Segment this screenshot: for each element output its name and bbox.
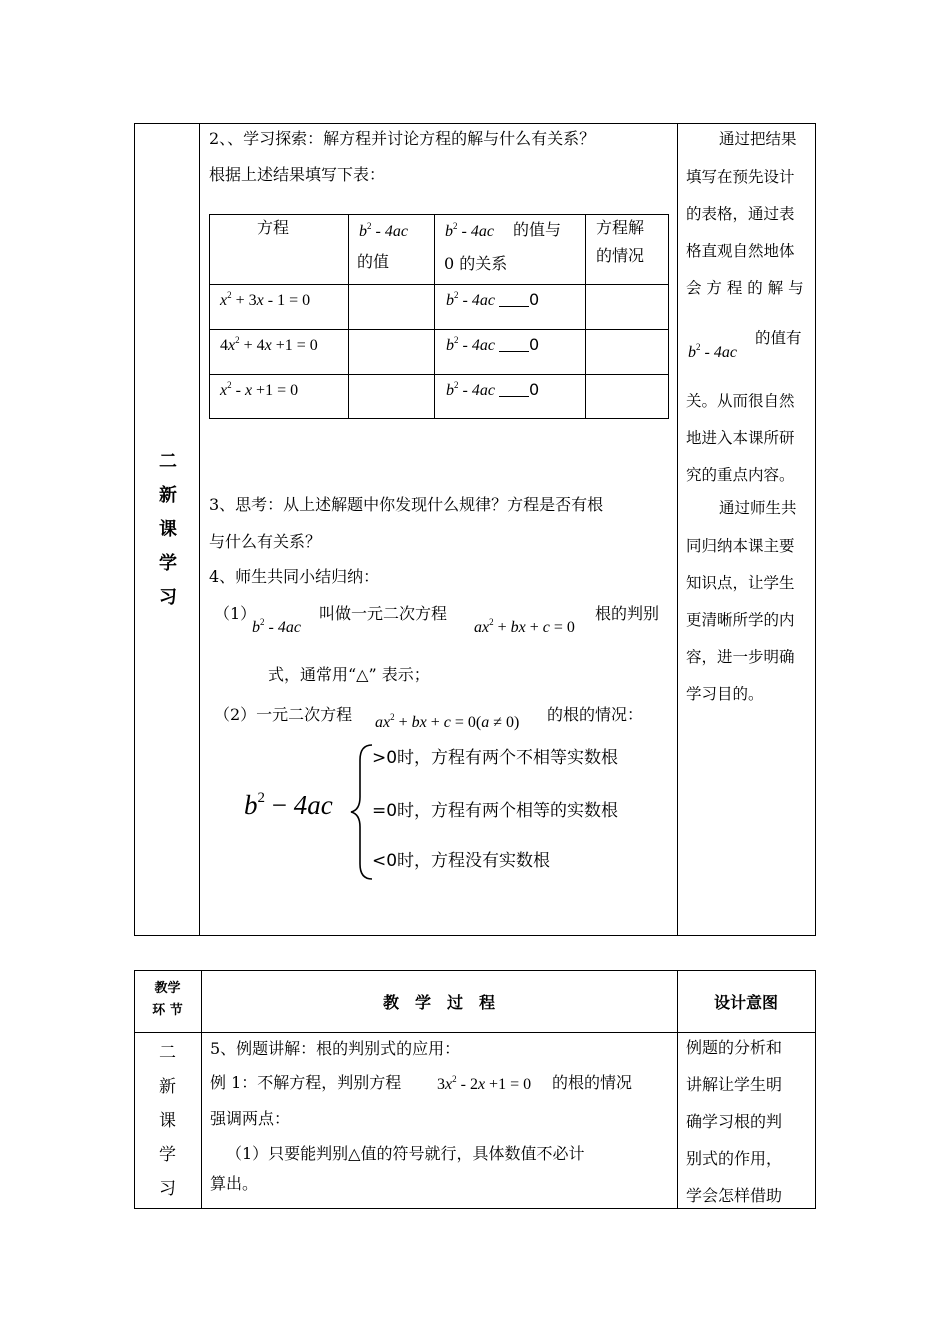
emphasis: 强调两点： — [210, 1109, 291, 1128]
point-1-line2: 算出。 — [210, 1174, 259, 1193]
header-disc-formula: $b^2 - 4ac$ — [359, 221, 408, 240]
side-note: 关。从而很自然 — [686, 392, 795, 410]
section-label: 二 新 课 学 习 — [159, 451, 177, 608]
item-3-line2: 与什么有关系？ — [209, 532, 322, 551]
example-1-prefix: 例 1：不解方程，判别方程 — [210, 1073, 402, 1092]
header-rel-a: 的值与 — [513, 220, 562, 239]
relation-row-2: $b^2 - 4ac$ 0 — [446, 335, 540, 354]
side-note: 知识点，让学生 — [686, 574, 795, 592]
side-note: 的值有 — [755, 329, 802, 347]
item-3-line1: 3、思考：从上述解题中你发现什么规律？方程是否有根 — [209, 495, 604, 514]
header-rel-b: 0 的关系 — [444, 254, 508, 273]
header-equation: 方程 — [257, 218, 290, 237]
relation-row-3: $b^2 - 4ac$ 0 — [446, 380, 540, 399]
side-note: 确学习根的判 — [686, 1112, 783, 1131]
case-negative: <0时，方程没有实数根 — [372, 851, 551, 871]
side-note: 会 方 程 的 解 与 — [686, 279, 804, 297]
point2-prefix: （2）一元二次方程 — [214, 705, 353, 724]
side-note-disc: $b^2 - 4ac$ — [688, 342, 737, 361]
point1-prefix: （1） — [214, 604, 257, 623]
side-note: 讲解让学生明 — [686, 1075, 783, 1094]
side-note: 填写在预先设计 — [686, 168, 795, 186]
header-intent: 设计意图 — [713, 993, 778, 1012]
fill-prompt: 根据上述结果填写下表： — [209, 165, 386, 184]
point1-tail: 根的判别 — [595, 604, 660, 623]
side-note: 学会怎样借助 — [686, 1186, 783, 1205]
case-positive: >0时，方程有两个不相等实数根 — [372, 748, 619, 768]
side-note: 容，进一步明确 — [686, 648, 795, 666]
equation-1: $x^2 + 3x - 1 = 0$ — [220, 290, 311, 309]
brace-formula: $b^2 - 4ac$ — [244, 790, 333, 820]
point-1-line1: （1）只要能判别△值的符号就行，具体数值不必计 — [226, 1144, 585, 1163]
point1-end: 式，通常用“△” 表示； — [268, 665, 430, 684]
side-note: 别式的作用， — [686, 1149, 783, 1168]
header-rel-formula: $b^2 - 4ac$ — [445, 221, 494, 240]
item-2: 2、、学习探索：解方程并讨论方程的解与什么有关系？ — [209, 129, 596, 148]
item-4: 4、师生共同小结归纳： — [209, 567, 380, 586]
header-solution-b: 的情况 — [596, 246, 645, 265]
relation-row-1: $b^2 - 4ac$ 0 — [446, 290, 540, 309]
point1-text: 叫做一元二次方程 — [319, 604, 448, 623]
point1-equation: $ax^2$ + bx + c = 0 — [474, 617, 575, 636]
point2-tail: 的根的情况： — [547, 705, 644, 724]
point1-disc: $b^2 - 4ac$ — [252, 617, 301, 636]
side-note: 格直观自然地体 — [686, 242, 795, 260]
header-solution-a: 方程解 — [596, 218, 645, 237]
side-note: 例题的分析和 — [686, 1038, 783, 1057]
side-note: 同归纳本课主要 — [686, 537, 795, 555]
side-note: 更清晰所学的内 — [686, 611, 795, 629]
section-label-bottom: 二 新 课 学 习 — [159, 1043, 176, 1199]
equation-3: $x^2 - x +1 = 0$ — [220, 380, 299, 399]
header-disc-value: 的值 — [357, 252, 390, 271]
header-stage: 教学 环 节 — [152, 981, 183, 1018]
example-1-equation: $3x^2 - 2x +1 = 0$ — [437, 1074, 532, 1093]
example-1-tail: 的根的情况 — [552, 1073, 633, 1092]
side-note: 通过把结果 — [719, 130, 797, 148]
item-5: 5、例题讲解：根的判别式的应用： — [210, 1039, 461, 1058]
equation-2: $4x^2 + 4x +1 = 0$ — [220, 335, 318, 354]
side-note: 通过师生共 — [719, 499, 797, 517]
header-process: 教 学 过 程 — [382, 993, 495, 1012]
point2-equation: $ax^2$ + bx + c = 0(a ≠ 0) — [375, 712, 520, 731]
side-note: 的表格，通过表 — [686, 205, 795, 223]
case-zero: =0时，方程有两个相等的实数根 — [372, 801, 619, 821]
side-note: 究的重点内容。 — [686, 466, 795, 484]
side-note: 学习目的。 — [686, 685, 764, 703]
side-note: 地进入本课所研 — [686, 429, 795, 447]
